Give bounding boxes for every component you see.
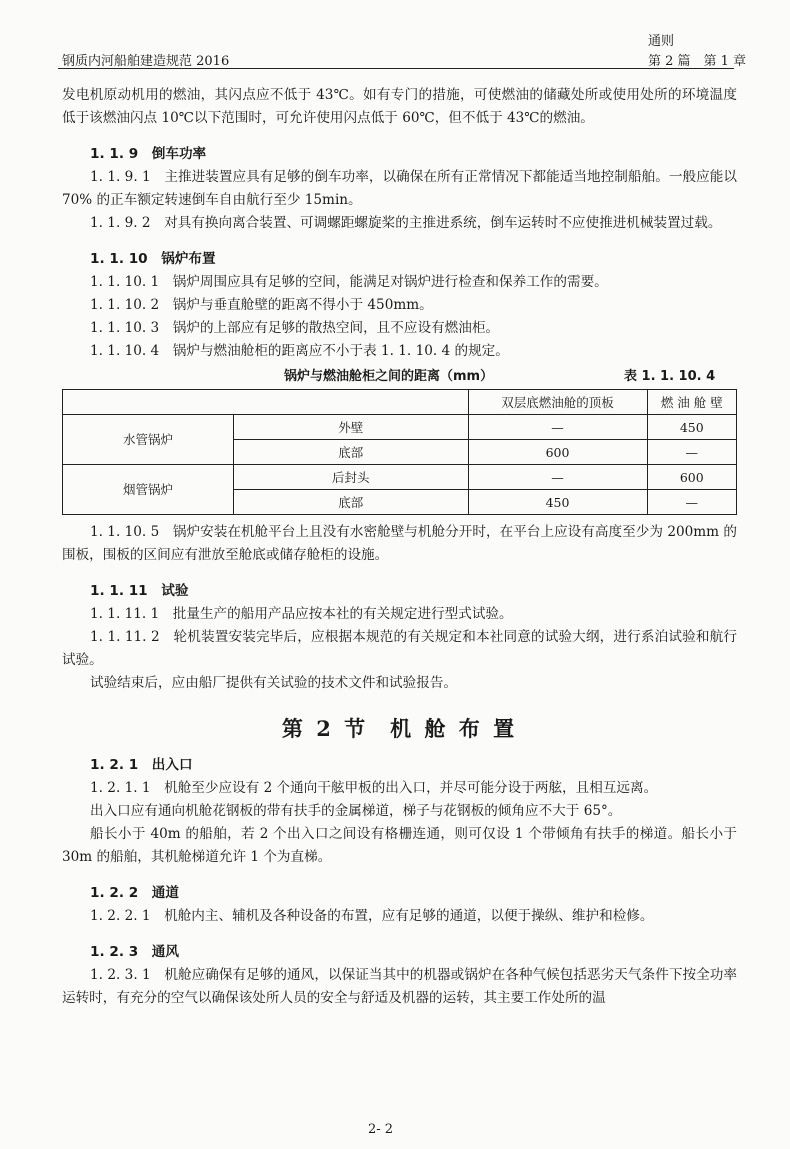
cell: — <box>647 440 736 465</box>
paragraph: 1. 1. 9. 1 主推进装置应具有足够的倒车功率，以确保在所有正常情况下都能适当地控制船舶。一般应能以 70% 的正车额定转速倒车自由航行至少 15min。 <box>62 169 737 208</box>
paragraph: 1. 1. 10. 3 锅炉的上部应有足够的散热空间，且不应设有燃油柜。 <box>90 320 500 336</box>
header-section: 通则 <box>648 34 675 49</box>
page-body <box>62 84 737 1010</box>
page-number: 2- 2 <box>368 1122 394 1137</box>
paragraph: 1. 1. 9. 2 对具有换向离合装置、可调螺距螺旋桨的主推进系统，倒车运转时不应使推进机械装置过载。 <box>90 215 722 231</box>
section-heading: 1. 1. 10 锅炉布置 <box>90 251 216 267</box>
header-divider <box>58 68 734 69</box>
cell: — <box>647 490 736 515</box>
paragraph: 1. 1. 11. 2 轮机装置安装完毕后，应根据本规范的有关规定和本社同意的试验大纲，进行系泊试验和航行试验。 <box>62 629 737 668</box>
row-part: 后封头 <box>234 465 469 490</box>
paragraph: 船长小于 40m 的船舶，若 2 个出入口之间设有格栅连通，则可仅设 1 个带倾角有扶手的梯道。船长小于 30m 的船舶，其机舱梯道允许 1 个为直梯。 <box>62 826 737 865</box>
cell: 450 <box>468 490 647 515</box>
table-header-blank <box>63 390 469 415</box>
section-heading: 1. 2. 2 通道 <box>90 885 179 901</box>
cell: 450 <box>647 415 736 440</box>
chapter-name: 机 舱 布 置 <box>390 716 518 741</box>
section-heading: 1. 1. 11 试验 <box>90 583 189 599</box>
table-title: 锅炉与燃油舱柜之间的距离（mm） <box>284 369 494 384</box>
table-row <box>63 415 737 440</box>
table-header-row <box>63 390 737 415</box>
paragraph: 1. 2. 1. 1 机舱至少应设有 2 个通向干舷甲板的出入口，并尽可能分设于两舷，且相互远离。 <box>90 780 658 796</box>
cell: 600 <box>468 440 647 465</box>
paragraph: 试验结束后，应由船厂提供有关试验的技术文件和试验报告。 <box>90 675 458 691</box>
row-part: 底部 <box>234 490 469 515</box>
row-part: 底部 <box>234 440 469 465</box>
section-heading: 1. 2. 3 通风 <box>90 944 179 960</box>
chapter-title <box>62 717 737 740</box>
paragraph: 1. 2. 3. 1 机舱应确保有足够的通风，以保证当其中的机器或锅炉在各种气候包括恶劣天气条件下按全功率运转时，有充分的空气以确保该处所人员的安全与舒适及机器的运转，其主要工作处所的温 <box>62 967 737 1006</box>
boiler-distance-table <box>62 389 737 515</box>
row-group: 水管锅炉 <box>63 415 234 465</box>
cell: — <box>468 415 647 440</box>
table-header-col1: 双层底燃油舱的顶板 <box>468 390 647 415</box>
header-title: 钢质内河船舶建造规范 2016 <box>62 54 230 69</box>
header-chapter: 第 2 篇 第 1 章 <box>648 54 747 69</box>
paragraph: 发电机原动机用的燃油，其闪点应不低于 43℃。如有专门的措施，可使燃油的储藏处所或使用处所的环境温度低于该燃油闪点 10℃以下范围时，可允许使用闪点低于 60℃，但不低于 43℃的燃油。 <box>62 87 737 126</box>
table-row <box>63 465 737 490</box>
paragraph: 1. 1. 10. 5 锅炉安装在机舱平台上且没有水密舱壁与机舱分开时，在平台上应设有高度至少为 200mm 的围板，围板的区间应有泄放至舱底或储存舱柜的设施。 <box>62 524 737 563</box>
row-group: 烟管锅炉 <box>63 465 234 515</box>
paragraph: 出入口应有通向机舱花钢板的带有扶手的金属梯道，梯子与花钢板的倾角应不大于 65°。 <box>90 803 622 819</box>
section-heading: 1. 2. 1 出入口 <box>90 757 193 773</box>
paragraph: 1. 1. 11. 1 批量生产的船用产品应按本社的有关规定进行型式试验。 <box>90 606 513 622</box>
section-heading: 1. 1. 9 倒车功率 <box>90 146 207 162</box>
chapter-number: 第 2 节 <box>281 716 369 741</box>
paragraph: 1. 1. 10. 2 锅炉与垂直舱壁的距离不得小于 450mm。 <box>90 297 433 313</box>
cell: 600 <box>647 465 736 490</box>
table-header-col2: 燃 油 舱 壁 <box>647 390 736 415</box>
cell: — <box>468 465 647 490</box>
paragraph: 1. 1. 10. 4 锅炉与燃油舱柜的距离应不小于表 1. 1. 10. 4 的规定。 <box>90 343 509 359</box>
paragraph: 1. 2. 2. 1 机舱内主、辅机及各种设备的布置，应有足够的通道，以便于操纵、维护和检修。 <box>90 908 654 924</box>
row-part: 外壁 <box>234 415 469 440</box>
table-number: 表 1. 1. 10. 4 <box>624 369 716 384</box>
table-caption <box>62 363 737 387</box>
paragraph: 1. 1. 10. 1 锅炉周围应具有足够的空间，能满足对锅炉进行检查和保养工作的需要。 <box>90 274 608 290</box>
